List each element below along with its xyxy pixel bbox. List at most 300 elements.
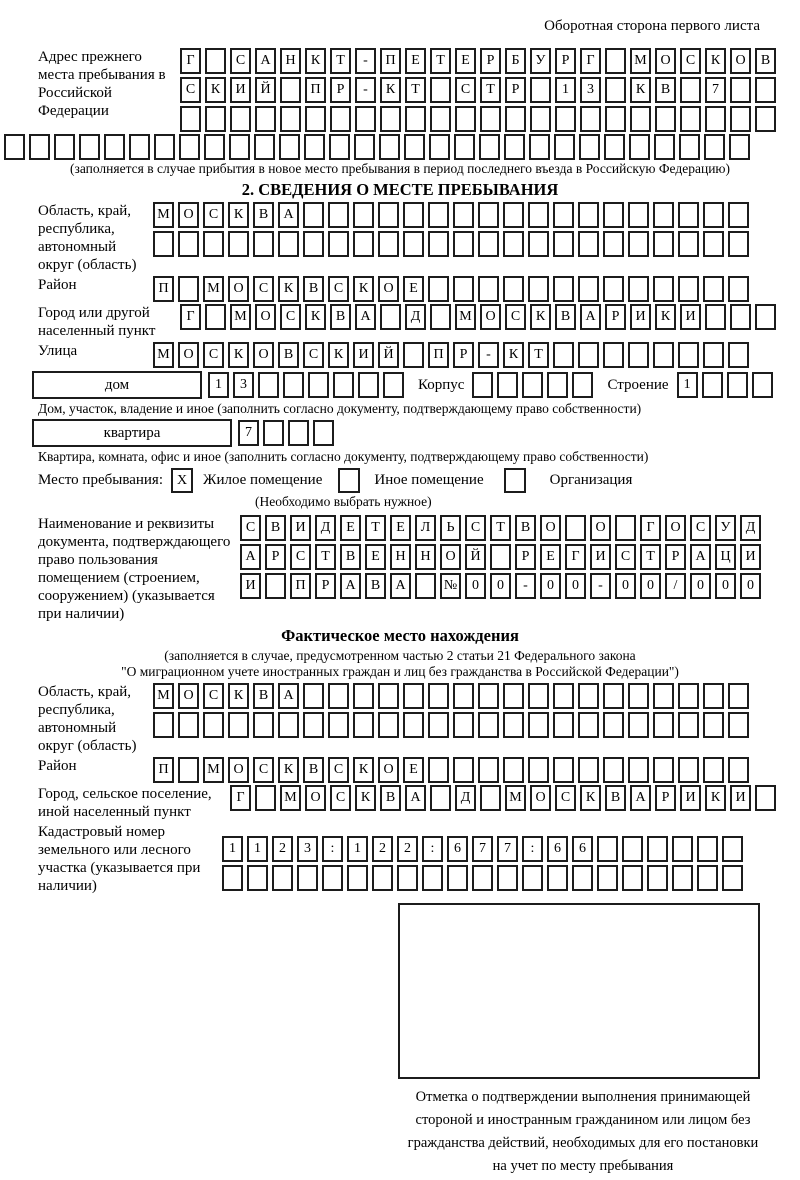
korpus-label: Корпус [418, 376, 465, 393]
char-box [597, 836, 618, 862]
city-block [38, 304, 800, 340]
char-box: Г [180, 304, 201, 330]
char-box [478, 202, 499, 228]
char-box: К [705, 785, 726, 811]
char-box [428, 712, 449, 738]
char-box [553, 342, 574, 368]
char-box [678, 342, 699, 368]
stroenie-cells [677, 372, 773, 398]
char-box [303, 202, 324, 228]
char-box: В [303, 276, 324, 302]
char-box [353, 231, 374, 257]
char-box [504, 134, 525, 160]
district-block [38, 276, 800, 302]
char-box [283, 372, 304, 398]
char-box [628, 231, 649, 257]
char-box [4, 134, 25, 160]
char-box [453, 712, 474, 738]
char-box [628, 757, 649, 783]
char-box [354, 134, 375, 160]
char-box [453, 683, 474, 709]
char-box: С [280, 304, 301, 330]
char-box: Р [655, 785, 676, 811]
char-box [579, 134, 600, 160]
char-box [553, 202, 574, 228]
char-box [305, 106, 326, 132]
char-box [430, 77, 451, 103]
char-box: П [428, 342, 449, 368]
char-box [755, 785, 776, 811]
char-box [154, 134, 175, 160]
char-box [605, 48, 626, 74]
char-box: Й [255, 77, 276, 103]
stamp-caption-line-2: стороной и иностранным гражданином или лицом без [415, 1112, 751, 1128]
char-box: С [290, 544, 311, 570]
char-box: О [228, 276, 249, 302]
char-box: 1 [347, 836, 368, 862]
char-box: С [455, 77, 476, 103]
char-box: М [153, 342, 174, 368]
stay-type-option-zhiloe: Жилое помещение [203, 472, 323, 488]
document-block [38, 515, 800, 623]
char-box [278, 712, 299, 738]
char-box: 3 [297, 836, 318, 862]
char-box [397, 865, 418, 891]
stay-type-option-org: Организация [549, 472, 633, 488]
char-box [503, 231, 524, 257]
char-box [553, 712, 574, 738]
char-box: Д [405, 304, 426, 330]
char-box [565, 515, 586, 541]
char-box: У [715, 515, 736, 541]
char-box [553, 231, 574, 257]
char-box [555, 106, 576, 132]
char-box [428, 757, 449, 783]
char-box [179, 134, 200, 160]
char-box [280, 77, 301, 103]
korpus-cells [472, 372, 593, 398]
char-box: А [580, 304, 601, 330]
char-box: О [530, 785, 551, 811]
char-box: М [203, 757, 224, 783]
char-box [428, 683, 449, 709]
char-box [755, 304, 776, 330]
char-box [403, 342, 424, 368]
char-box [322, 865, 343, 891]
char-box: К [705, 48, 726, 74]
char-box: О [378, 757, 399, 783]
char-box: С [680, 48, 701, 74]
char-box: Е [403, 757, 424, 783]
char-box: Д [740, 515, 761, 541]
char-box: К [205, 77, 226, 103]
char-box [578, 712, 599, 738]
char-box: № [440, 573, 461, 599]
char-box: С [555, 785, 576, 811]
char-box [497, 865, 518, 891]
char-box [578, 757, 599, 783]
cadastral-label: Кадастровый номер земельного или лесного участка (указывается при наличии) [38, 824, 201, 894]
stamp-caption-line-3: гражданства действий, необходимых для его постановки [407, 1135, 759, 1151]
char-box [304, 134, 325, 160]
char-box [553, 757, 574, 783]
char-box [529, 134, 550, 160]
char-box: А [630, 785, 651, 811]
char-box [653, 342, 674, 368]
char-box [647, 836, 668, 862]
stay-type-note: (Необходимо выбрать нужное) [255, 494, 432, 509]
fact-region-row-2 [153, 712, 749, 738]
actual-location-note-2: "О миграционном учете иностранных граждан и лиц без гражданства в Российской Федерации") [121, 664, 679, 679]
char-box: О [255, 304, 276, 330]
char-box [328, 712, 349, 738]
char-box: А [405, 785, 426, 811]
char-box: 6 [447, 836, 468, 862]
char-box [678, 231, 699, 257]
char-box [730, 77, 751, 103]
fact-district-row [153, 757, 749, 783]
char-box [653, 202, 674, 228]
char-box: В [303, 757, 324, 783]
char-box: А [340, 573, 361, 599]
prev-address-block [38, 48, 800, 132]
char-box [528, 757, 549, 783]
char-box [505, 106, 526, 132]
char-box [472, 372, 493, 398]
char-box [605, 106, 626, 132]
char-box: К [278, 757, 299, 783]
char-box [328, 202, 349, 228]
char-box: О [228, 757, 249, 783]
char-box [303, 683, 324, 709]
char-box [572, 865, 593, 891]
street-label: Улица [38, 343, 78, 359]
apartment-block [32, 419, 800, 447]
region-label: Область, край, республика, автономный округ (область) [38, 203, 137, 273]
char-box [453, 757, 474, 783]
char-box: Р [330, 77, 351, 103]
char-box: Р [555, 48, 576, 74]
char-box: 3 [233, 372, 254, 398]
char-box [603, 757, 624, 783]
char-box [429, 134, 450, 160]
stay-type-checkbox-inoe [338, 468, 360, 493]
char-box [303, 712, 324, 738]
char-box [380, 106, 401, 132]
char-box [528, 202, 549, 228]
char-box: А [690, 544, 711, 570]
char-box: : [522, 836, 543, 862]
char-box: 7 [705, 77, 726, 103]
char-box [129, 134, 150, 160]
char-box: О [730, 48, 751, 74]
char-box [422, 865, 443, 891]
char-box [178, 231, 199, 257]
cadastral-block [38, 823, 800, 895]
char-box [653, 712, 674, 738]
char-box [678, 202, 699, 228]
char-box [258, 372, 279, 398]
char-box: - [590, 573, 611, 599]
char-box: 1 [555, 77, 576, 103]
char-box [615, 515, 636, 541]
char-box [572, 372, 593, 398]
char-box [679, 134, 700, 160]
confirmation-stamp-area [398, 903, 760, 1079]
char-box [553, 683, 574, 709]
char-box: В [515, 515, 536, 541]
char-box: С [303, 342, 324, 368]
char-box: П [153, 276, 174, 302]
char-box: И [730, 785, 751, 811]
char-box: К [328, 342, 349, 368]
char-box: С [615, 544, 636, 570]
char-box [722, 836, 743, 862]
char-box [503, 757, 524, 783]
char-box [288, 420, 309, 446]
char-box [629, 134, 650, 160]
char-box: О [665, 515, 686, 541]
char-box [628, 712, 649, 738]
char-box [728, 683, 749, 709]
char-box: 0 [490, 573, 511, 599]
char-box [628, 342, 649, 368]
char-box: 0 [540, 573, 561, 599]
char-box [655, 106, 676, 132]
char-box: / [665, 573, 686, 599]
char-box: В [555, 304, 576, 330]
char-box [730, 106, 751, 132]
char-box: А [390, 573, 411, 599]
char-box: С [505, 304, 526, 330]
city-row [180, 304, 776, 330]
char-box [597, 865, 618, 891]
char-box: М [203, 276, 224, 302]
char-box [272, 865, 293, 891]
house-note: Дом, участок, владение и иное (заполнить согласно документу, подтверждающему право собственности) [38, 401, 642, 416]
char-box: О [480, 304, 501, 330]
char-box: В [330, 304, 351, 330]
char-box: С [328, 276, 349, 302]
page-header-note: Оборотная сторона первого листа [544, 18, 760, 34]
char-box [622, 836, 643, 862]
char-box: 7 [472, 836, 493, 862]
char-box: 1 [677, 372, 698, 398]
char-box [29, 134, 50, 160]
char-box [265, 573, 286, 599]
char-box: С [465, 515, 486, 541]
fact-region-block [38, 683, 800, 755]
char-box: А [278, 202, 299, 228]
char-box: М [630, 48, 651, 74]
char-box [415, 573, 436, 599]
char-box [353, 202, 374, 228]
house-block [32, 371, 800, 399]
char-box: Е [340, 515, 361, 541]
document-row-2 [240, 544, 761, 570]
char-box [447, 865, 468, 891]
region-row-1 [153, 202, 749, 228]
char-box [455, 106, 476, 132]
char-box: 3 [580, 77, 601, 103]
char-box: Д [315, 515, 336, 541]
char-box [653, 683, 674, 709]
char-box [478, 712, 499, 738]
char-box [479, 134, 500, 160]
char-box [280, 106, 301, 132]
fact-region-row-1 [153, 683, 749, 709]
char-box [678, 757, 699, 783]
char-box [697, 836, 718, 862]
char-box: И [680, 304, 701, 330]
char-box [153, 712, 174, 738]
char-box: 7 [497, 836, 518, 862]
char-box: Е [365, 544, 386, 570]
char-box [378, 712, 399, 738]
char-box [528, 712, 549, 738]
char-box [528, 276, 549, 302]
char-box [503, 683, 524, 709]
char-box [622, 865, 643, 891]
char-box: О [655, 48, 676, 74]
city-label: Город или другой населенный пункт [38, 305, 156, 339]
char-box: К [580, 785, 601, 811]
char-box [727, 372, 748, 398]
char-box: А [355, 304, 376, 330]
street-block [38, 342, 800, 368]
char-box: Р [265, 544, 286, 570]
char-box [578, 683, 599, 709]
char-box: Р [453, 342, 474, 368]
char-box: С [328, 757, 349, 783]
char-box [603, 231, 624, 257]
char-box: А [240, 544, 261, 570]
fact-city-row [230, 785, 776, 811]
char-box: 2 [372, 836, 393, 862]
char-box: 1 [247, 836, 268, 862]
char-box: А [255, 48, 276, 74]
char-box [553, 276, 574, 302]
char-box [453, 231, 474, 257]
street-row [153, 342, 749, 368]
char-box: М [230, 304, 251, 330]
char-box: И [630, 304, 651, 330]
char-box [178, 757, 199, 783]
char-box: Ь [440, 515, 461, 541]
char-box [703, 276, 724, 302]
char-box: П [380, 48, 401, 74]
char-box: К [228, 342, 249, 368]
district-label: Район [38, 277, 77, 293]
char-box: С [330, 785, 351, 811]
char-box [254, 134, 275, 160]
char-box: К [353, 757, 374, 783]
char-box [503, 202, 524, 228]
char-box: И [590, 544, 611, 570]
char-box [313, 420, 334, 446]
char-box [358, 372, 379, 398]
char-box: Т [480, 77, 501, 103]
char-box [428, 231, 449, 257]
char-box: К [305, 304, 326, 330]
char-box [404, 134, 425, 160]
cadastral-row-1 [222, 836, 743, 862]
char-box [378, 231, 399, 257]
char-box: 0 [715, 573, 736, 599]
char-box: С [180, 77, 201, 103]
char-box [228, 231, 249, 257]
char-box [104, 134, 125, 160]
char-box [628, 683, 649, 709]
char-box [380, 304, 401, 330]
char-box [703, 342, 724, 368]
char-box [604, 134, 625, 160]
char-box: Т [640, 544, 661, 570]
char-box: Н [390, 544, 411, 570]
char-box [752, 372, 773, 398]
char-box: О [590, 515, 611, 541]
char-box: К [630, 77, 651, 103]
char-box: С [690, 515, 711, 541]
char-box [528, 683, 549, 709]
char-box [430, 106, 451, 132]
char-box [678, 276, 699, 302]
apartment-note: Квартира, комната, офис и иное (заполнить согласно документу, подтверждающему право собственности) [38, 449, 649, 464]
char-box: О [178, 202, 199, 228]
char-box: В [265, 515, 286, 541]
char-box [205, 106, 226, 132]
char-box: Т [528, 342, 549, 368]
char-box [605, 77, 626, 103]
char-box: 0 [690, 573, 711, 599]
fact-district-label: Район [38, 758, 77, 774]
char-box: Р [605, 304, 626, 330]
document-label: Наименование и реквизиты документа, подтверждающего право пользования помещением (строением, сооружением) (указывается при наличии) [38, 516, 231, 622]
char-box: О [253, 342, 274, 368]
char-box: К [503, 342, 524, 368]
char-box: В [605, 785, 626, 811]
char-box: И [353, 342, 374, 368]
char-box [578, 342, 599, 368]
char-box [478, 757, 499, 783]
char-box [703, 202, 724, 228]
char-box: 0 [465, 573, 486, 599]
char-box [503, 712, 524, 738]
char-box: 7 [238, 420, 259, 446]
char-box: П [305, 77, 326, 103]
char-box [478, 231, 499, 257]
char-box [347, 865, 368, 891]
char-box [678, 712, 699, 738]
char-box [630, 106, 651, 132]
char-box [353, 712, 374, 738]
char-box [680, 106, 701, 132]
char-box: Р [480, 48, 501, 74]
char-box [628, 202, 649, 228]
char-box: О [178, 342, 199, 368]
char-box [490, 544, 511, 570]
region-row-2 [153, 231, 749, 257]
char-box [405, 106, 426, 132]
char-box: И [680, 785, 701, 811]
char-box [255, 785, 276, 811]
char-box [480, 106, 501, 132]
house-box-label: дом [32, 371, 202, 399]
char-box [522, 372, 543, 398]
char-box [333, 372, 354, 398]
char-box: О [540, 515, 561, 541]
char-box: Й [465, 544, 486, 570]
